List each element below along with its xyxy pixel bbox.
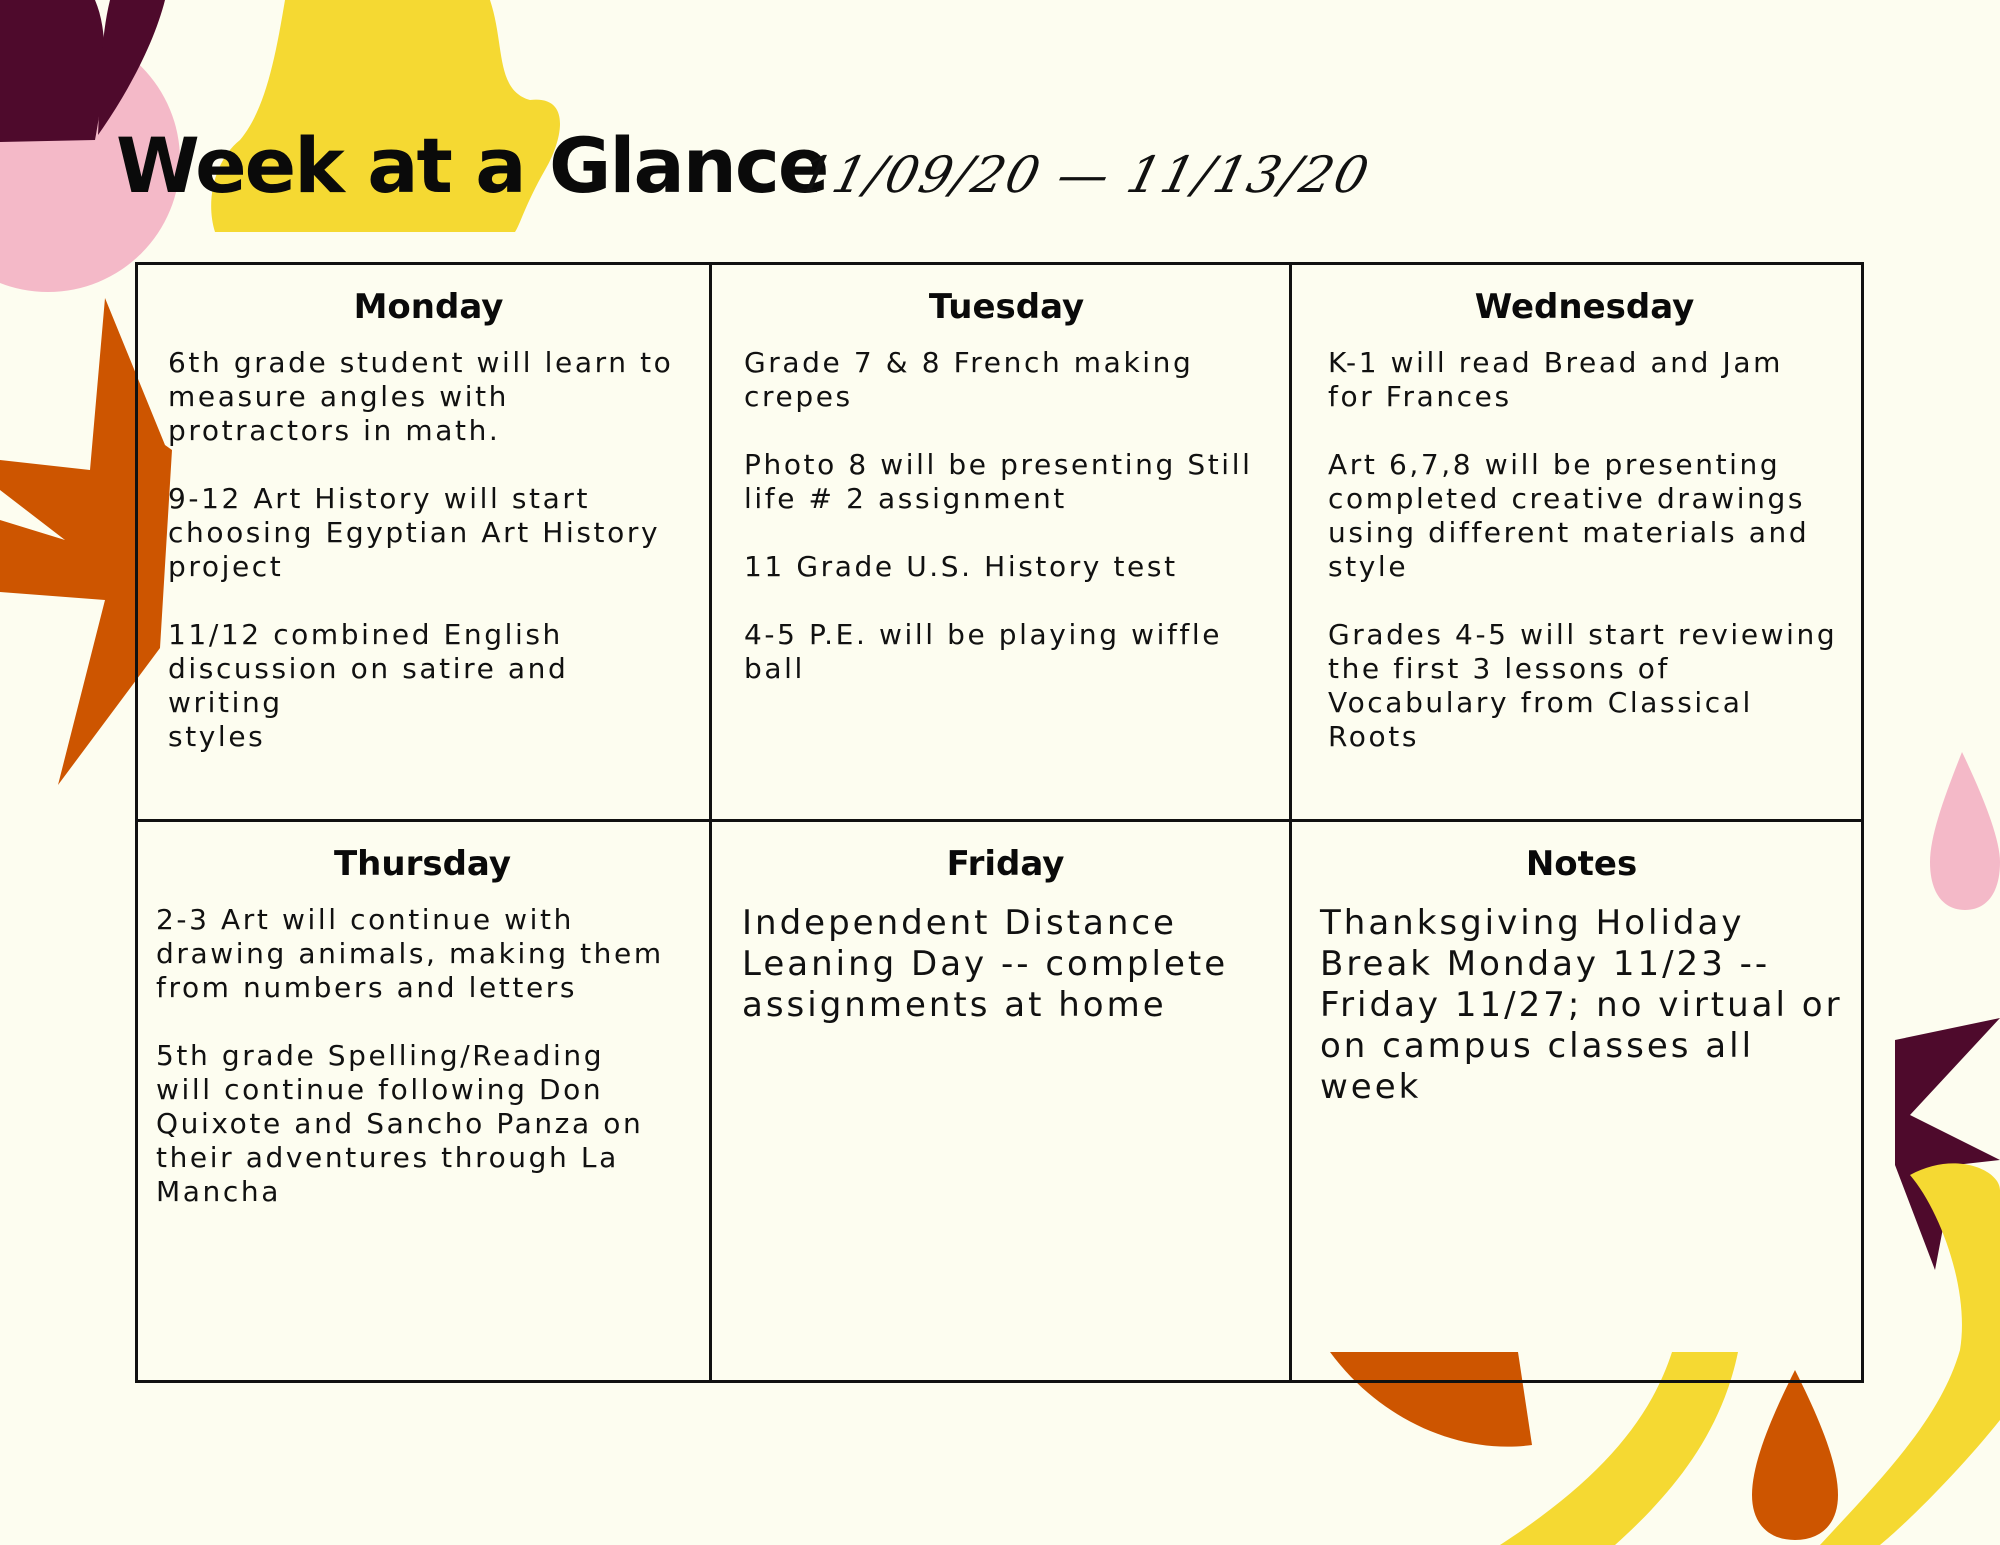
pink-teardrop-right [1930, 752, 2000, 910]
list-item: 6th grade student will learn to measure angles with protractors in math. [168, 345, 674, 447]
day-heading-notes: Notes [1525, 844, 1638, 884]
notes-items [1320, 903, 1843, 1108]
thursday-items [156, 903, 689, 1209]
monday-cell [138, 265, 712, 822]
tuesday-items [744, 346, 1269, 686]
day-heading-friday: Friday [946, 844, 1065, 884]
list-item: 11 Grade U.S. History test [744, 549, 1178, 583]
wednesday-cell [1292, 265, 1861, 822]
list-item: Grade 7 & 8 French making crepes [744, 345, 1194, 413]
friday-cell [712, 822, 1292, 1380]
list-item: K-1 will read Bread and Jam for Frances [1328, 345, 1783, 413]
list-item: 9-12 Art History will start choosing Egyptian Art History project [168, 481, 661, 583]
day-heading-monday: Monday [353, 287, 504, 327]
notes-cell [1292, 822, 1861, 1380]
day-heading-thursday: Thursday [333, 844, 511, 884]
thursday-cell [138, 822, 712, 1380]
list-item: Art 6,7,8 will be presenting completed creative drawings using different materials and style [1328, 447, 1810, 583]
day-heading-tuesday: Tuesday [928, 287, 1085, 327]
list-item: 5th grade Spelling/Reading will continue following Don Quixote and Sancho Panza on their adventures through La Mancha [156, 1038, 644, 1208]
monday-items [168, 346, 689, 754]
friday-items [742, 903, 1269, 1026]
list-item: Grades 4-5 will start reviewing the first 3 lessons of Vocabulary from Classical Roots [1328, 617, 1838, 753]
list-item: 11/12 combined English discussion on satire and writing styles [168, 617, 569, 753]
page-title: Week at a Glance [116, 121, 828, 210]
tuesday-cell [712, 265, 1292, 822]
wednesday-items [1328, 346, 1841, 754]
day-heading-wednesday: Wednesday [1474, 287, 1695, 327]
list-item: Independent Distance Leaning Day -- complete assignments at home [742, 902, 1229, 1025]
burgundy-petal-top-left [0, 0, 104, 142]
list-item: Photo 8 will be presenting Still life # 2 assignment [744, 447, 1253, 515]
list-item: 4-5 P.E. will be playing wiffle ball [744, 617, 1223, 685]
week-grid [135, 262, 1864, 1383]
list-item: 2-3 Art will continue with drawing animals, making them from numbers and letters [156, 902, 664, 1004]
list-item: Thanksgiving Holiday Break Monday 11/23 -- Friday 11/27; no virtual or on campus classes all week [1320, 902, 1843, 1107]
date-range: 11/09/20 — 11/13/20 [792, 146, 1377, 204]
orange-teardrop-bottom [1752, 1370, 1838, 1540]
